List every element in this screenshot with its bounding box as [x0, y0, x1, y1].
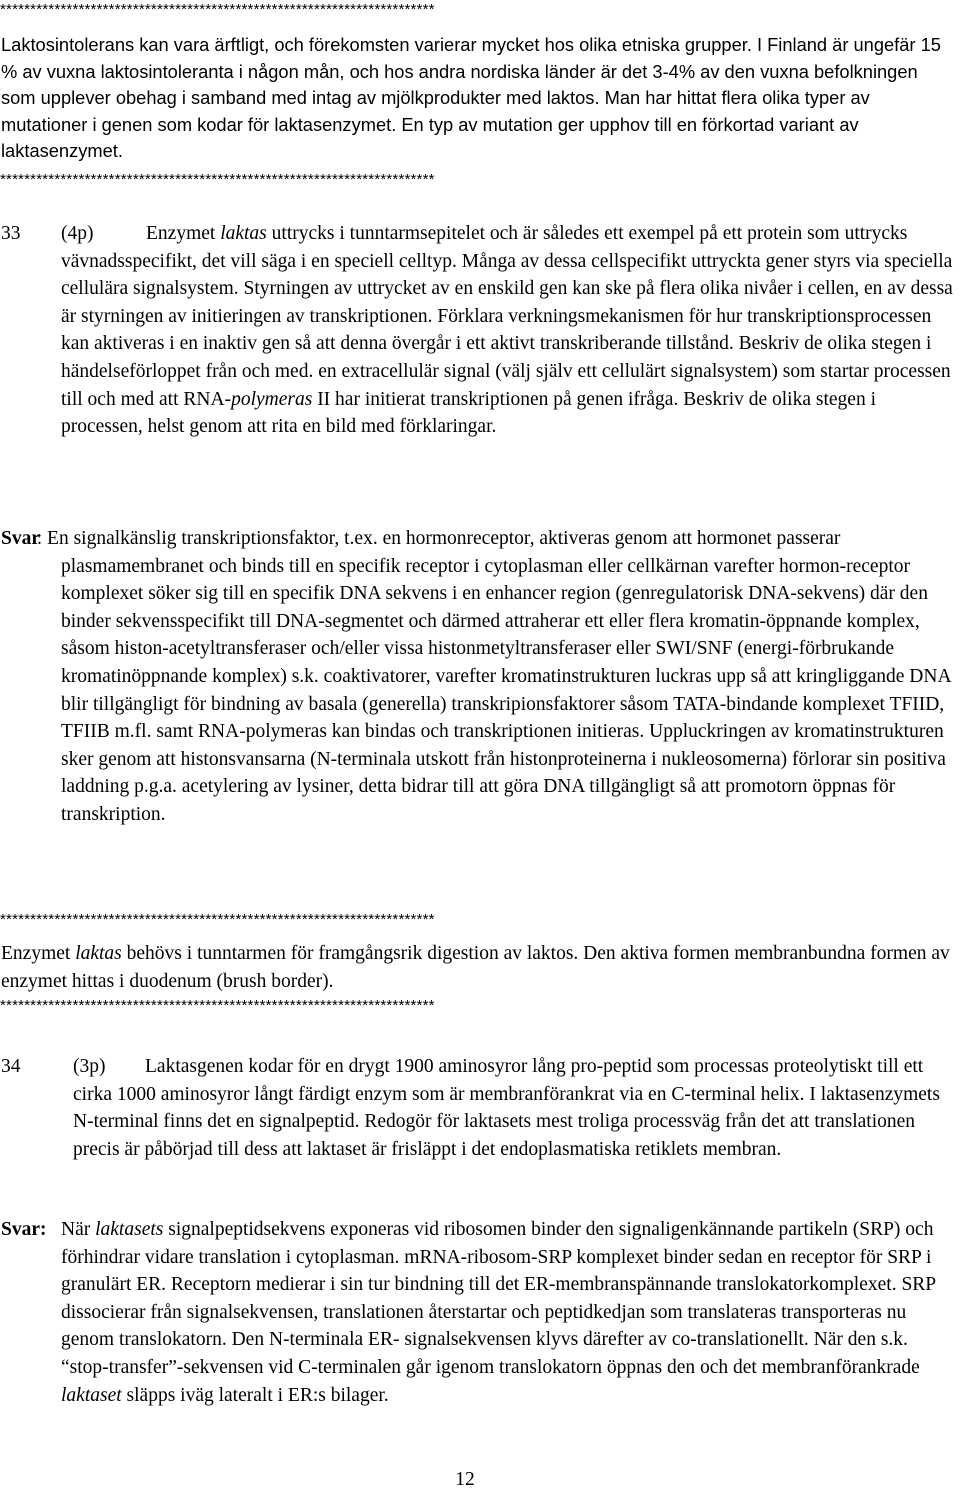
- separator-line: ************************************************************************: [0, 171, 435, 188]
- intro-paragraph: [1, 32, 956, 165]
- question-number: 33: [1, 223, 21, 244]
- question-text: [61, 220, 957, 441]
- laktas-note: [1, 940, 956, 995]
- answer-label: Svar: [1, 528, 40, 549]
- note-emphasis: laktas: [75, 943, 122, 964]
- separator-line: ************************************************************************: [0, 1, 435, 18]
- question-text-part: uttrycks i tunntarmsepitelet och är således ett exempel på ett protein som uttrycks vävnadsspecifikt, det vill säga i en speciell celltyp. Många av dessa cellspecifikt uttryckta gener styrs via speciella cellulära signalsystem. Styrningen av uttrycket av en enskild gen kan ske på flera olika nivåer i cellen, en av dessa är styrningen av initieringen av transkriptionen. Förklara verkningsmekanismen för hur transkriptionsprocessen kan aktiveras i en inaktiv gen så att denna övergår i ett aktivt transkriberande tillstånd. Beskriv de olika stegen i händelseförloppet från och med. en extracellulär signal (välj själv ett cellulärt signalsystem) som startar processen till och med att RNA-: [61, 223, 953, 410]
- question-points: (4p): [61, 223, 94, 244]
- question-text: Laktasgenen kodar för en drygt 1900 aminosyror lång pro-peptid som processas proteolytiskt till ett cirka 1000 aminosyror långt färdigt enzym som är membranförankrat via en C-terminal helix. I laktasenzymets N-terminal finns det en signalpeptid. Redogör för laktasets mest troliga processväg från det att translationen precis är påbörjad till dess att laktaset är frisläppt i det endoplasmatiska retiklets membran.: [73, 1056, 940, 1160]
- answer-text-part: släpps iväg lateralt i ER:s bilager.: [121, 1384, 389, 1406]
- answer-emphasis: laktasets: [95, 1219, 164, 1240]
- question-points: (3p): [73, 1056, 106, 1077]
- answer-text-part: När: [61, 1219, 96, 1240]
- answer-text: [61, 1216, 956, 1409]
- question-text-part: II har initierat transkriptionen på genen ifråga. Beskriv de olika stegen i processen, helst genom att rita en bild med förklaringar.: [61, 388, 876, 438]
- answer-label: Svar:: [1, 1219, 47, 1240]
- answer-text-part: signalpeptidsekvens exponeras vid ribosomen binder den signaligenkännande partikeln (SRP) och förhindrar vidare translation i cytoplasman. mRNA-ribosom-SRP komplexet binder sedan en receptor för SRP i granulärt ER. Receptorn medierar i sin tur bindning till det ER-membranspännande translokatorkomplexet. SRP dissocierar från signalsekvensen, translationen återstartar och peptidkedjan som translateras transporteras nu genom translokatorn. Den N-terminala ER- signalsekvensen klyvs därefter av co-translationellt. När den s.k. “stop-transfer”-sekvensen vid C-terminalen går igenom translokatorn öppnas den och det membranförankrade: [61, 1219, 936, 1378]
- separator-line: ************************************************************************: [0, 911, 435, 928]
- intro-text-1: Laktosintolerans kan vara ärftligt, och förekomsten varierar mycket hos olika etniska grupper. I Finland är ungefär 15 % av vuxna laktosintoleranta i någon mån, och hos andra nordiska länder är det 3-4% av den vuxna befolkningen som upplever obehag i samband med intag av mjölkprodukter med laktos.: [1, 34, 941, 108]
- intro-text-2: Man har hittat flera olika typer av mutationer i genen som kodar för laktasenzymet. En typ av mutation ger upphov till en förkortad variant av laktasenzymet.: [1, 87, 870, 161]
- page-number: 12: [455, 1469, 475, 1490]
- answer-text-body: : En signalkänslig transkriptionsfaktor, t.ex. en hormonreceptor, aktiveras genom att hormonet passerar plasmamembranet och binds till en specifik receptor i cytoplasman eller cellkärnan varefter hormon-receptor komplexet söker sig till en specifik DNA sekvens i en enhancer region (genregulatorisk DNA-sekvens) där den binder sekvensspecifikt till DNA-segmentet och därmed attraherar ett eller flera kromatin-öppnande komplex, såsom histon-acetyltransferaser och/eller vissa histonmetyltransferaser eller SWI/SNF (energi-förbrukande kromatinöppnande komplex) s.k. coaktivatorer, varefter kromatinstrukturen luckras upp så att kringliggande DNA blir tillgängligt för bindning av basala (generella) transkripionsfaktorer såsom TATA-bindande komplexet TFIID, TFIIB m.fl. samt RNA-polymeras kan bindas och transkriptionen initieras. Uppluckringen av kromatinstrukturen sker genom att histonsvansarna (N-terminala utskott från histonproteinerna i nukleosomerna) förlorar sin positiva laddning p.g.a. acetylering av lysiner, detta bidrar till att göra DNA tillgängligt så att promotorn öppnas för transkription.: [36, 528, 951, 825]
- answer-label-line: [1, 1216, 61, 1244]
- question-number: 34: [1, 1056, 21, 1077]
- note-text-part: Enzymet: [1, 943, 76, 964]
- separator-line: ************************************************************************: [0, 997, 435, 1014]
- answer-text: [36, 525, 956, 829]
- note-text-part: behövs i tunntarmen för framgångsrik digestion av laktos. Den aktiva formen membranbundna formen av enzymet hittas i duodenum (brush border).: [1, 943, 950, 992]
- question-emphasis: polymeras: [231, 388, 313, 410]
- question-emphasis: laktas: [220, 223, 267, 244]
- question-text-part: Enzymet: [146, 223, 221, 244]
- answer-emphasis: laktaset: [61, 1384, 122, 1406]
